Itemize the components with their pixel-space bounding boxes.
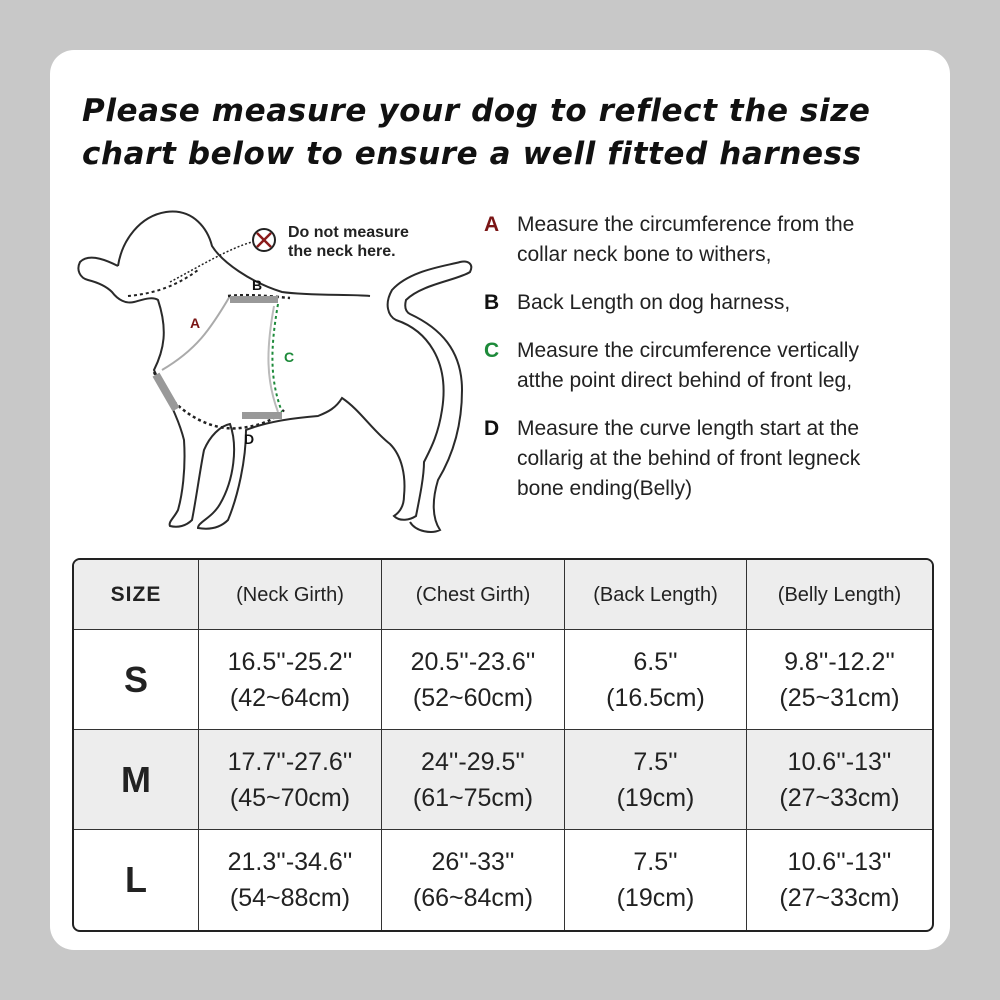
pointer-line	[170, 242, 252, 282]
note-a	[484, 210, 934, 270]
size-chart-table	[72, 558, 934, 932]
note-line: Measure the circumference vertically	[517, 339, 859, 362]
table-header-back: (Back Length)	[565, 560, 747, 630]
harness-strap-top	[230, 296, 278, 303]
table-cell: 16.5''-25.2'' (42~64cm)	[199, 630, 382, 730]
note-c	[484, 336, 934, 396]
note-letter-c: C	[484, 339, 500, 362]
note-letter-b: B	[484, 291, 500, 314]
warning-text: the neck here.	[288, 243, 396, 260]
table-cell: 7.5'' (19cm)	[565, 830, 747, 930]
note-letter-a: A	[484, 213, 500, 236]
note-line: atthe point direct behind of front leg,	[517, 369, 853, 392]
harness-strap-chest	[153, 373, 180, 412]
table-cell: 10.6''-13'' (27~33cm)	[747, 730, 932, 830]
note-line: collar neck bone to withers,	[517, 243, 772, 266]
note-line: collarig at the behind of front legneck	[517, 447, 861, 470]
dog-measurement-diagram	[70, 200, 490, 540]
page-title	[82, 90, 942, 176]
note-letter-d: D	[484, 417, 500, 440]
label-c: C	[284, 349, 295, 365]
dog-outline	[78, 212, 471, 532]
size-m: M	[74, 730, 199, 830]
title-line: Please measure your dog to reflect the size	[82, 93, 871, 129]
label-b: B	[252, 277, 263, 293]
table-header-size: SIZE	[74, 560, 199, 630]
no-measure-icon	[253, 229, 275, 251]
label-d: D	[244, 431, 255, 447]
measurement-notes	[484, 210, 934, 522]
size-l: L	[74, 830, 199, 930]
harness-strap-belly	[242, 412, 282, 419]
note-b	[484, 288, 934, 318]
neck-line	[128, 270, 198, 296]
note-line: Measure the curve length start at the	[517, 417, 860, 440]
table-cell: 10.6''-13'' (27~33cm)	[779, 848, 900, 912]
title-line: chart below to ensure a well fitted harness	[82, 136, 862, 172]
table-header-neck: (Neck Girth)	[199, 560, 382, 630]
warning-text: Do not measure	[288, 224, 409, 241]
label-a: A	[190, 315, 201, 331]
note-d	[484, 414, 934, 504]
table-cell: 9.8''-12.2'' (25~31cm)	[747, 630, 932, 730]
note-line: bone ending(Belly)	[517, 477, 693, 500]
table-cell: 17.7''-27.6'' (45~70cm)	[199, 730, 382, 830]
note-line: Measure the circumference from the	[517, 213, 855, 236]
size-s: S	[74, 630, 199, 730]
table-cell: 20.5''-23.6'' (52~60cm)	[382, 630, 565, 730]
table-header-chest: (Chest Girth)	[382, 560, 565, 630]
table-header-belly: (Belly Length)	[747, 560, 932, 630]
table-cell: 6.5'' (16.5cm)	[565, 630, 747, 730]
table-cell: 24''-29.5'' (61~75cm)	[382, 730, 565, 830]
note-line: Back Length on dog harness,	[517, 291, 791, 314]
table-cell: 21.3''-34.6'' (54~88cm)	[199, 830, 382, 930]
table-cell: 7.5'' (19cm)	[565, 730, 747, 830]
measure-line-a	[162, 296, 230, 370]
table-cell: 26''-33'' (66~84cm)	[382, 830, 565, 930]
